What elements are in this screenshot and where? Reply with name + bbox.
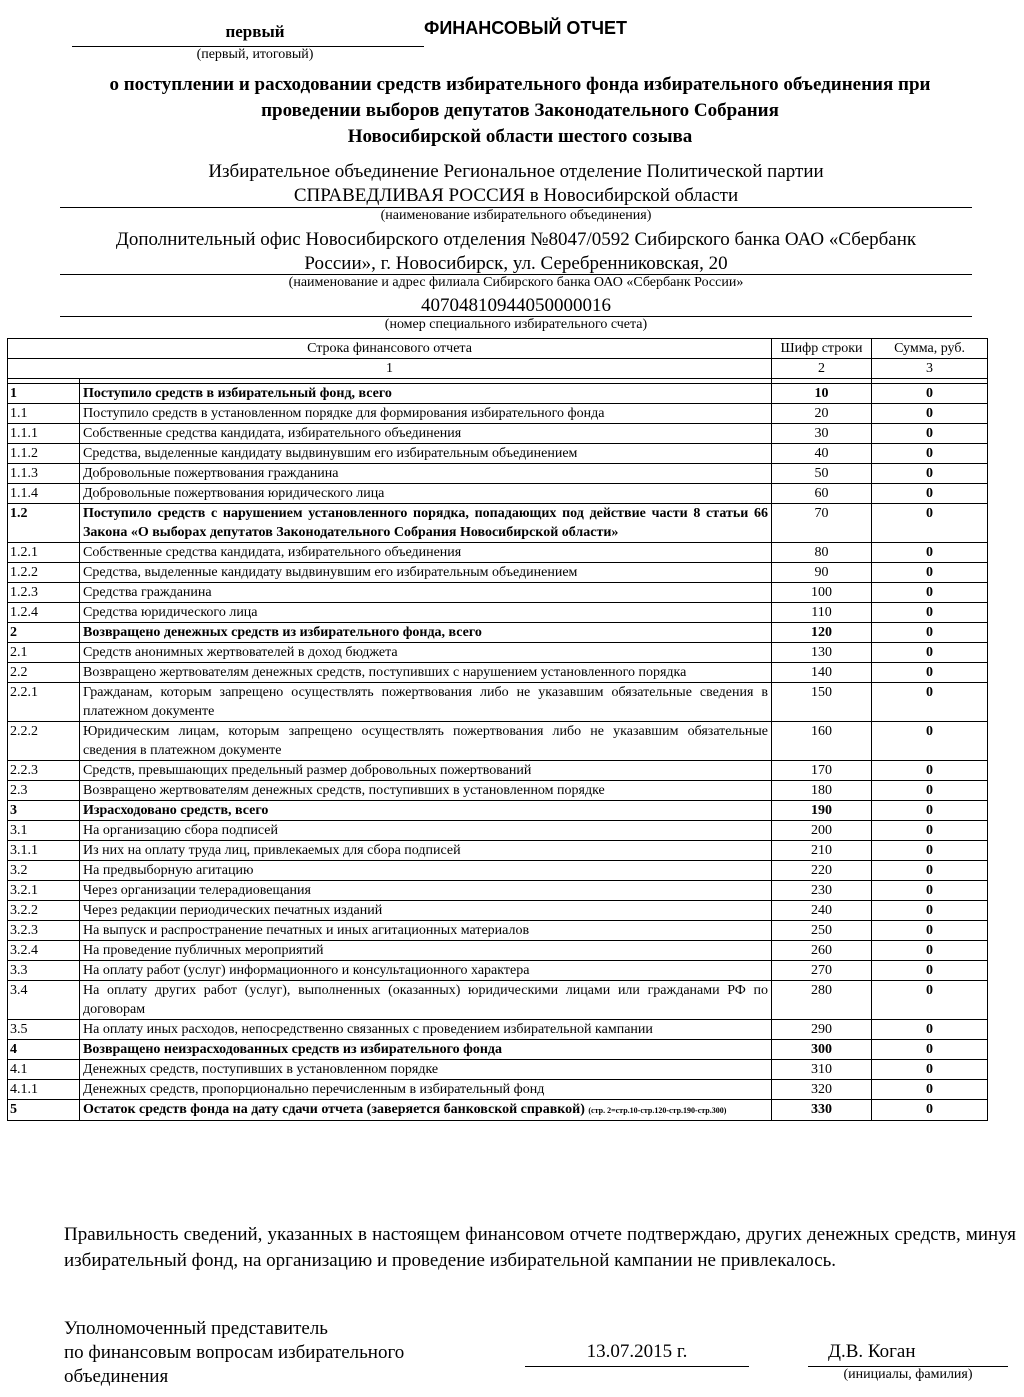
row-note: (стр. 2=стр.10-стр.120-стр.190-стр.300) xyxy=(588,1106,727,1115)
table-row xyxy=(8,841,988,861)
row-code: 220 xyxy=(772,861,872,881)
row-code: 310 xyxy=(772,1060,872,1080)
row-code: 190 xyxy=(772,801,872,821)
table-row xyxy=(8,683,988,722)
table-row xyxy=(8,1100,988,1121)
table-row xyxy=(8,623,988,643)
row-number: 3.1.1 xyxy=(8,841,80,861)
table-row xyxy=(8,981,988,1020)
row-code: 180 xyxy=(772,781,872,801)
account-number: 40704810944050000016 xyxy=(421,295,611,316)
row-name-text: На оплату иных расходов, непосредственно связанных с проведением избирательной кампании xyxy=(83,1022,653,1037)
table-row xyxy=(8,881,988,901)
row-sum: 0 xyxy=(872,424,988,444)
row-name-text: Возвращено неизрасходованных средств из избирательного фонда xyxy=(83,1042,503,1057)
row-number: 2.2.1 xyxy=(8,683,80,722)
row-code: 90 xyxy=(772,563,872,583)
table-row xyxy=(8,781,988,801)
association-hint: (наименование избирательного объединения) xyxy=(380,208,652,223)
row-name-text: Средства юридического лица xyxy=(83,605,258,620)
row-code: 160 xyxy=(772,722,872,761)
row-number: 1.2.2 xyxy=(8,563,80,583)
row-sum: 0 xyxy=(872,861,988,881)
row-code: 110 xyxy=(772,603,872,623)
table-row xyxy=(8,543,988,563)
row-code: 130 xyxy=(772,643,872,663)
subtitle-line: проведении выборов депутатов Законодательного Собрания xyxy=(261,100,779,121)
row-sum: 0 xyxy=(872,543,988,563)
row-name xyxy=(80,1040,772,1060)
document-title: ФИНАНСОВЫЙ ОТЧЕТ xyxy=(424,18,628,38)
row-name-text: Возвращено жертвователям денежных средств, поступивших в установленном порядке xyxy=(83,783,605,798)
row-name-text: Поступило средств с нарушением установленного порядка, попадающих под действие части 8 статьи 66 Закона «О выборах депутатов Законодательного Собрания Новосибирской области» xyxy=(83,506,769,540)
row-code: 100 xyxy=(772,583,872,603)
row-name xyxy=(80,384,772,404)
row-code: 170 xyxy=(772,761,872,781)
row-name xyxy=(80,981,772,1020)
row-sum: 0 xyxy=(872,603,988,623)
row-sum: 0 xyxy=(872,1100,988,1121)
row-sum: 0 xyxy=(872,961,988,981)
row-name-text: Денежных средств, поступивших в установленном порядке xyxy=(83,1062,439,1077)
row-name-text: Остаток средств фонда на дату сдачи отчета (заверяется банковской справкой) xyxy=(83,1102,585,1117)
row-code: 40 xyxy=(772,444,872,464)
row-name-text: На оплату других работ (услуг), выполненных (оказанных) юридическими лицами или гражданами РФ по договорам xyxy=(83,983,769,1017)
row-name xyxy=(80,821,772,841)
row-code: 330 xyxy=(772,1100,872,1121)
account-hint: (номер специального избирательного счета) xyxy=(384,317,648,332)
row-sum: 0 xyxy=(872,722,988,761)
row-number: 1.1 xyxy=(8,404,80,424)
bank-hint: (наименование и адрес филиала Сибирского банка ОАО «Сбербанк России» xyxy=(288,275,744,290)
row-number: 3 xyxy=(8,801,80,821)
row-name xyxy=(80,404,772,424)
row-sum: 0 xyxy=(872,1040,988,1060)
row-code: 150 xyxy=(772,683,872,722)
row-name-text: Через редакции периодических печатных изданий xyxy=(83,903,383,918)
col-number: 3 xyxy=(872,359,988,379)
row-name xyxy=(80,1100,772,1121)
row-number: 2.1 xyxy=(8,643,80,663)
row-sum: 0 xyxy=(872,484,988,504)
header-sum: Сумма, руб. xyxy=(872,339,988,359)
document-subtitle xyxy=(40,72,1000,150)
row-code: 280 xyxy=(772,981,872,1020)
row-sum: 0 xyxy=(872,1060,988,1080)
row-name xyxy=(80,861,772,881)
row-name-text: Собственные средства кандидата, избирательного объединения xyxy=(83,426,462,441)
row-name xyxy=(80,484,772,504)
row-name-text: Израсходовано средств, всего xyxy=(83,803,269,818)
table-row xyxy=(8,1040,988,1060)
row-code: 290 xyxy=(772,1020,872,1040)
bank-line: Дополнительный офис Новосибирского отделения №8047/0592 Сибирского банка ОАО «Сбербанк xyxy=(115,229,917,250)
row-number: 3.3 xyxy=(8,961,80,981)
row-number: 3.4 xyxy=(8,981,80,1020)
row-name xyxy=(80,722,772,761)
row-name xyxy=(80,504,772,543)
row-name-text: Средств анонимных жертвователей в доход бюджета xyxy=(83,645,398,660)
row-sum: 0 xyxy=(872,761,988,781)
row-name xyxy=(80,781,772,801)
row-name-text: Собственные средства кандидата, избирательного объединения xyxy=(83,545,462,560)
row-sum: 0 xyxy=(872,583,988,603)
row-name xyxy=(80,683,772,722)
signature-name-hint: (инициалы, фамилия) xyxy=(843,1367,973,1382)
row-code: 140 xyxy=(772,663,872,683)
row-number: 2.3 xyxy=(8,781,80,801)
signature-name: Д.В. Коган xyxy=(828,1341,916,1362)
table-row xyxy=(8,504,988,543)
row-code: 80 xyxy=(772,543,872,563)
row-name-text: Из них на оплату труда лиц, привлекаемых для сбора подписей xyxy=(83,843,461,858)
header-line: Строка финансового отчета xyxy=(8,339,772,359)
row-number: 1.1.4 xyxy=(8,484,80,504)
row-sum: 0 xyxy=(872,1080,988,1100)
table-row xyxy=(8,464,988,484)
row-number: 4 xyxy=(8,1040,80,1060)
row-number: 1.2.1 xyxy=(8,543,80,563)
subtitle-line: Новосибирской области шестого созыва xyxy=(347,126,693,147)
row-number: 3.2 xyxy=(8,861,80,881)
row-sum: 0 xyxy=(872,464,988,484)
row-name xyxy=(80,881,772,901)
row-code: 260 xyxy=(772,941,872,961)
row-code: 210 xyxy=(772,841,872,861)
row-name xyxy=(80,1020,772,1040)
row-name-text: Средства гражданина xyxy=(83,585,212,600)
row-name xyxy=(80,761,772,781)
signature-date: 13.07.2015 г. xyxy=(586,1341,688,1362)
row-name-text: Средства, выделенные кандидату выдвинувшим его избирательным объединением xyxy=(83,565,578,580)
row-number: 2 xyxy=(8,623,80,643)
bank-name xyxy=(60,228,972,276)
row-name-text: На организацию сбора подписей xyxy=(83,823,278,838)
association-name xyxy=(60,160,972,208)
row-sum: 0 xyxy=(872,821,988,841)
row-sum: 0 xyxy=(872,1020,988,1040)
row-code: 120 xyxy=(772,623,872,643)
row-number: 4.1.1 xyxy=(8,1080,80,1100)
row-name xyxy=(80,464,772,484)
row-sum: 0 xyxy=(872,941,988,961)
table-row xyxy=(8,901,988,921)
row-number: 2.2 xyxy=(8,663,80,683)
table-row xyxy=(8,404,988,424)
table-row xyxy=(8,761,988,781)
row-sum: 0 xyxy=(872,901,988,921)
row-name xyxy=(80,663,772,683)
row-name xyxy=(80,1060,772,1080)
table-row xyxy=(8,941,988,961)
row-name-text: На выпуск и распространение печатных и иных агитационных материалов xyxy=(83,923,530,938)
row-number: 1.2 xyxy=(8,504,80,543)
table-row xyxy=(8,1020,988,1040)
row-name xyxy=(80,444,772,464)
row-code: 20 xyxy=(772,404,872,424)
col-number: 1 xyxy=(8,359,772,379)
col-number: 2 xyxy=(772,359,872,379)
row-number: 3.5 xyxy=(8,1020,80,1040)
row-name xyxy=(80,801,772,821)
row-name-text: Денежных средств, пропорционально перечисленным в избирательный фонд xyxy=(83,1082,545,1097)
row-name xyxy=(80,543,772,563)
row-number: 2.2.3 xyxy=(8,761,80,781)
association-line: СПРАВЕДЛИВАЯ РОССИЯ в Новосибирской области xyxy=(293,185,739,206)
row-name-text: Гражданам, которым запрещено осуществлять пожертвования либо не указавшим обязательные сведения в платежном документе xyxy=(83,685,769,719)
row-number: 5 xyxy=(8,1100,80,1121)
row-code: 240 xyxy=(772,901,872,921)
association-line: Избирательное объединение Региональное отделение Политической партии xyxy=(208,161,824,182)
table-row xyxy=(8,444,988,464)
table-row xyxy=(8,663,988,683)
table-row xyxy=(8,583,988,603)
row-name xyxy=(80,901,772,921)
row-name-text: На предвыборную агитацию xyxy=(83,863,254,878)
table-row xyxy=(8,861,988,881)
row-sum: 0 xyxy=(872,921,988,941)
row-sum: 0 xyxy=(872,643,988,663)
row-code: 320 xyxy=(772,1080,872,1100)
row-number: 1 xyxy=(8,384,80,404)
representative-title xyxy=(64,1317,404,1389)
row-name xyxy=(80,603,772,623)
table-row xyxy=(8,563,988,583)
row-code: 300 xyxy=(772,1040,872,1060)
row-name-text: На проведение публичных мероприятий xyxy=(83,943,324,958)
row-number: 1.2.4 xyxy=(8,603,80,623)
row-code: 50 xyxy=(772,464,872,484)
report-type: первый xyxy=(225,22,285,41)
row-code: 230 xyxy=(772,881,872,901)
row-sum: 0 xyxy=(872,981,988,1020)
row-number: 1.1.1 xyxy=(8,424,80,444)
representative-line: объединения xyxy=(64,1366,169,1387)
representative-line: Уполномоченный представитель xyxy=(64,1318,328,1339)
row-number: 2.2.2 xyxy=(8,722,80,761)
row-name xyxy=(80,583,772,603)
table-row xyxy=(8,722,988,761)
row-name-text: Добровольные пожертвования гражданина xyxy=(83,466,339,481)
representative-line: по финансовым вопросам избирательного xyxy=(64,1342,405,1363)
row-name-text: Средств, превышающих предельный размер добровольных пожертвований xyxy=(83,763,532,778)
confirmation-text: Правильность сведений, указанных в настоящем финансовом отчете подтверждаю, других денежных средств, минуя избирательный фонд, на организацию и проведение избирательной кампании не привлекалось. xyxy=(64,1224,1016,1271)
row-code: 30 xyxy=(772,424,872,444)
row-name xyxy=(80,921,772,941)
row-sum: 0 xyxy=(872,504,988,543)
row-sum: 0 xyxy=(872,781,988,801)
row-sum: 0 xyxy=(872,663,988,683)
row-sum: 0 xyxy=(872,623,988,643)
date-underline xyxy=(525,1366,749,1367)
row-name xyxy=(80,941,772,961)
row-number: 3.2.1 xyxy=(8,881,80,901)
bank-line: России», г. Новосибирск, ул. Серебренниковская, 20 xyxy=(304,253,728,274)
row-name-text: Юридическим лицам, которым запрещено осуществлять пожертвования либо не указавшим обязательные сведения в платежном документе xyxy=(83,724,769,758)
financial-report-table xyxy=(7,338,988,1121)
subtitle-line: о поступлении и расходовании средств избирательного фонда избирательного объединения при xyxy=(109,74,931,95)
row-number: 3.2.4 xyxy=(8,941,80,961)
row-number: 3.2.2 xyxy=(8,901,80,921)
row-code: 250 xyxy=(772,921,872,941)
table-row xyxy=(8,961,988,981)
row-number: 3.2.3 xyxy=(8,921,80,941)
row-sum: 0 xyxy=(872,841,988,861)
row-name-text: Средства, выделенные кандидату выдвинувшим его избирательным объединением xyxy=(83,446,578,461)
row-name xyxy=(80,1080,772,1100)
row-sum: 0 xyxy=(872,404,988,424)
row-sum: 0 xyxy=(872,384,988,404)
table-row xyxy=(8,384,988,404)
row-number: 3.1 xyxy=(8,821,80,841)
row-name-text: Через организации телерадиовещания xyxy=(83,883,311,898)
row-code: 10 xyxy=(772,384,872,404)
row-code: 200 xyxy=(772,821,872,841)
row-name xyxy=(80,643,772,663)
row-name xyxy=(80,961,772,981)
report-type-hint: (первый, итоговый) xyxy=(196,47,314,62)
row-name xyxy=(80,623,772,643)
table-header-row xyxy=(8,339,988,359)
row-name xyxy=(80,424,772,444)
row-sum: 0 xyxy=(872,444,988,464)
row-sum: 0 xyxy=(872,683,988,722)
row-name-text: Поступило средств в избирательный фонд, всего xyxy=(83,386,392,401)
row-name-text: Возвращено жертвователям денежных средств, поступивших с нарушением установленного порядка xyxy=(83,665,687,680)
table-row xyxy=(8,921,988,941)
row-number: 1.1.2 xyxy=(8,444,80,464)
table-row xyxy=(8,1060,988,1080)
row-name xyxy=(80,841,772,861)
table-row xyxy=(8,484,988,504)
table-colnum-row xyxy=(8,359,988,379)
row-sum: 0 xyxy=(872,563,988,583)
row-name-text: Возвращено денежных средств из избирательного фонда, всего xyxy=(83,625,482,640)
row-name xyxy=(80,563,772,583)
table-row xyxy=(8,603,988,623)
row-name-text: Поступило средств в установленном порядке для формирования избирательного фонда xyxy=(83,406,605,421)
row-sum: 0 xyxy=(872,801,988,821)
table-row xyxy=(8,424,988,444)
row-code: 270 xyxy=(772,961,872,981)
table-row xyxy=(8,1080,988,1100)
row-sum: 0 xyxy=(872,881,988,901)
table-row xyxy=(8,643,988,663)
row-number: 4.1 xyxy=(8,1060,80,1080)
row-number: 1.1.3 xyxy=(8,464,80,484)
row-number: 1.2.3 xyxy=(8,583,80,603)
table-row xyxy=(8,821,988,841)
table-row xyxy=(8,801,988,821)
row-code: 70 xyxy=(772,504,872,543)
row-name-text: Добровольные пожертвования юридического лица xyxy=(83,486,385,501)
row-name-text: На оплату работ (услуг) информационного и консультационного характера xyxy=(83,963,530,978)
header-code: Шифр строки xyxy=(772,339,872,359)
row-code: 60 xyxy=(772,484,872,504)
